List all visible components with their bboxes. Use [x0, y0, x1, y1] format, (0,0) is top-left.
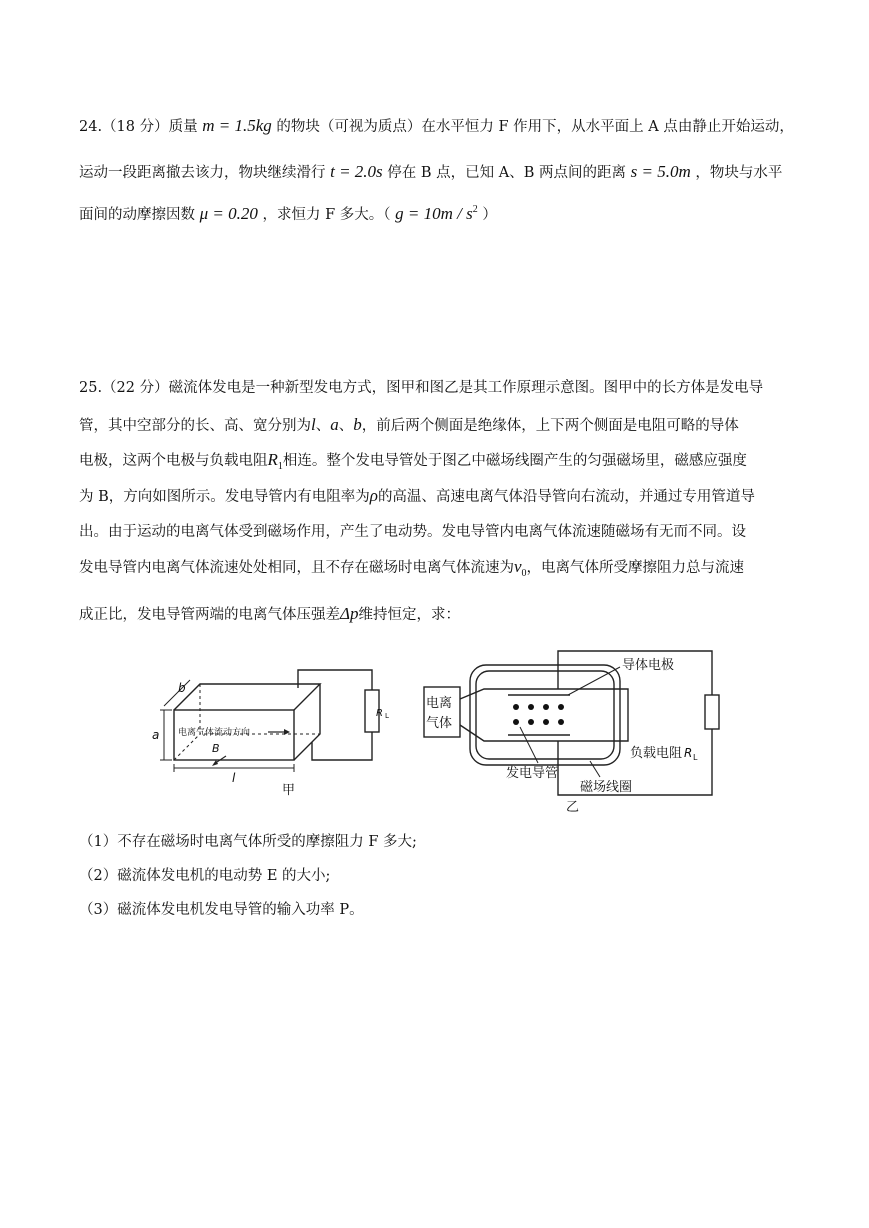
q25-text: 维持恒定，求： — [358, 607, 460, 623]
friction-coefficient-expression: μ = 0.20 — [199, 204, 258, 223]
q25-line-1: 25.（22 分）磁流体发电是一种新型发电方式，图甲和图乙是其工作原理示意图。图甲中的长方体是发电导 — [79, 380, 764, 396]
q25-line-7 — [79, 604, 460, 625]
label-electrode: 导体电极 — [622, 658, 675, 673]
label-b: b — [178, 681, 186, 695]
q24-line-1 — [79, 116, 794, 137]
label-l: l — [232, 771, 236, 785]
q25-text: 为 B，方向如图所示。发电导管内有电阻率为 — [79, 489, 370, 505]
load-resistor-symbol: R — [267, 450, 278, 469]
label-B: B — [212, 742, 220, 755]
time-expression: t = 2.0s — [330, 162, 383, 181]
gravity-expression: g = 10m / s — [395, 204, 473, 223]
pressure-difference-symbol: Δp — [340, 604, 359, 623]
label-load-R-subscript: L — [693, 753, 698, 762]
wire-bottom — [312, 732, 372, 760]
label-gas-2: 气体 — [426, 716, 453, 731]
q24-line-3 — [79, 200, 497, 225]
q25-text: 、 — [315, 418, 331, 434]
label-flow-direction: 电离气体流动方向 — [178, 728, 251, 738]
gravity-exponent: 2 — [472, 204, 478, 215]
label-a: a — [152, 728, 160, 742]
q25-text: 电极，这两个电极与负载电阻 — [79, 453, 268, 469]
distance-expression: s = 5.0m — [630, 162, 691, 181]
resistivity-symbol: ρ — [369, 486, 378, 505]
q25-line-4 — [79, 486, 755, 507]
q24-text: 的物块（可视为质点）在水平恒力 F 作用下，从水平面上 A 点由静止开始运动， — [276, 119, 794, 135]
tube-hidden-edges — [200, 684, 320, 734]
q25-text: 相连。整个发电导管处于图乙中磁场线圈产生的匀强磁场里，磁感应强度 — [282, 453, 747, 469]
label-R: R — [376, 708, 383, 719]
q25-text: ，电离气体所受摩擦阻力总与流速 — [526, 560, 745, 576]
q25-text: 的高温、高速电离气体沿导管向右流动，并通过专用管道导 — [377, 489, 755, 505]
q25-line-2 — [79, 415, 739, 436]
label-coil: 磁场线圈 — [580, 780, 633, 795]
caption-yi: 乙 — [566, 800, 580, 815]
q24-text: 停在 B 点，已知 A、B 两点间的距离 — [387, 165, 626, 181]
magnetic-field-dots — [513, 704, 564, 725]
length-symbol: l — [311, 415, 316, 434]
figure-jia — [150, 660, 390, 800]
q25-subquestion-2: （2）磁流体发电机的电动势 E 的大小; — [79, 868, 331, 884]
q25-line-6 — [79, 557, 744, 584]
label-load: 负载电阻 — [630, 746, 683, 761]
magnetic-coil-outer — [470, 665, 620, 765]
q24-text: ，物块与水平 — [695, 165, 783, 181]
generator-tube — [460, 689, 628, 741]
q25-line-3 — [79, 450, 747, 477]
height-symbol: a — [330, 415, 339, 434]
load-resistor — [705, 695, 719, 729]
tube-right-face — [294, 684, 320, 760]
label-tube: 发电导管 — [506, 766, 559, 781]
q25-line-5: 出。由于运动的电离气体受到磁场作用，产生了电动势。发电导管内电离气体流速随磁场有无而不同。设 — [79, 524, 746, 540]
velocity-subscript: 0 — [521, 568, 527, 579]
label-load-R: R — [684, 746, 693, 760]
dimension-b-line — [164, 680, 190, 706]
mass-expression: m = 1.5kg — [202, 116, 272, 135]
load-resistor-subscript: 1 — [277, 461, 283, 472]
figure-yi — [420, 645, 720, 815]
q24-line-2 — [79, 162, 782, 183]
wire-top — [298, 670, 372, 690]
leader-tube — [520, 727, 538, 763]
magnetic-coil-inner — [476, 671, 614, 759]
q25-text: ，前后两个侧面是绝缘体，上下两个侧面是电阻可略的导体 — [361, 418, 739, 434]
q24-text: ） — [482, 207, 497, 223]
q25-subquestion-3: （3）磁流体发电机发电导管的输入功率 P。 — [79, 902, 364, 918]
label-gas-1: 电离 — [426, 696, 453, 711]
q24-text: 24.（18 分）质量 — [79, 119, 198, 135]
label-R-subscript: L — [385, 712, 389, 720]
width-symbol: b — [353, 415, 362, 434]
q24-text: 面间的动摩擦因数 — [79, 207, 195, 223]
q25-text: 管，其中空部分的长、高、宽分别为 — [79, 418, 311, 434]
q25-text: 、 — [338, 418, 354, 434]
q24-text: 运动一段距离撤去该力，物块继续滑行 — [79, 165, 326, 181]
caption-jia: 甲 — [282, 783, 296, 798]
q25-text: 发电导管内电离气体流速处处相同，且不存在磁场时电离气体流速为 — [79, 560, 514, 576]
q25-text: 成正比，发电导管两端的电离气体压强差 — [79, 607, 340, 623]
q24-text: ，求恒力 F 多大。（ — [262, 207, 391, 223]
q25-subquestion-1: （1）不存在磁场时电离气体所受的摩擦阻力 F 多大; — [79, 834, 417, 850]
leader-coil — [590, 761, 600, 777]
velocity-symbol: v — [514, 557, 522, 576]
